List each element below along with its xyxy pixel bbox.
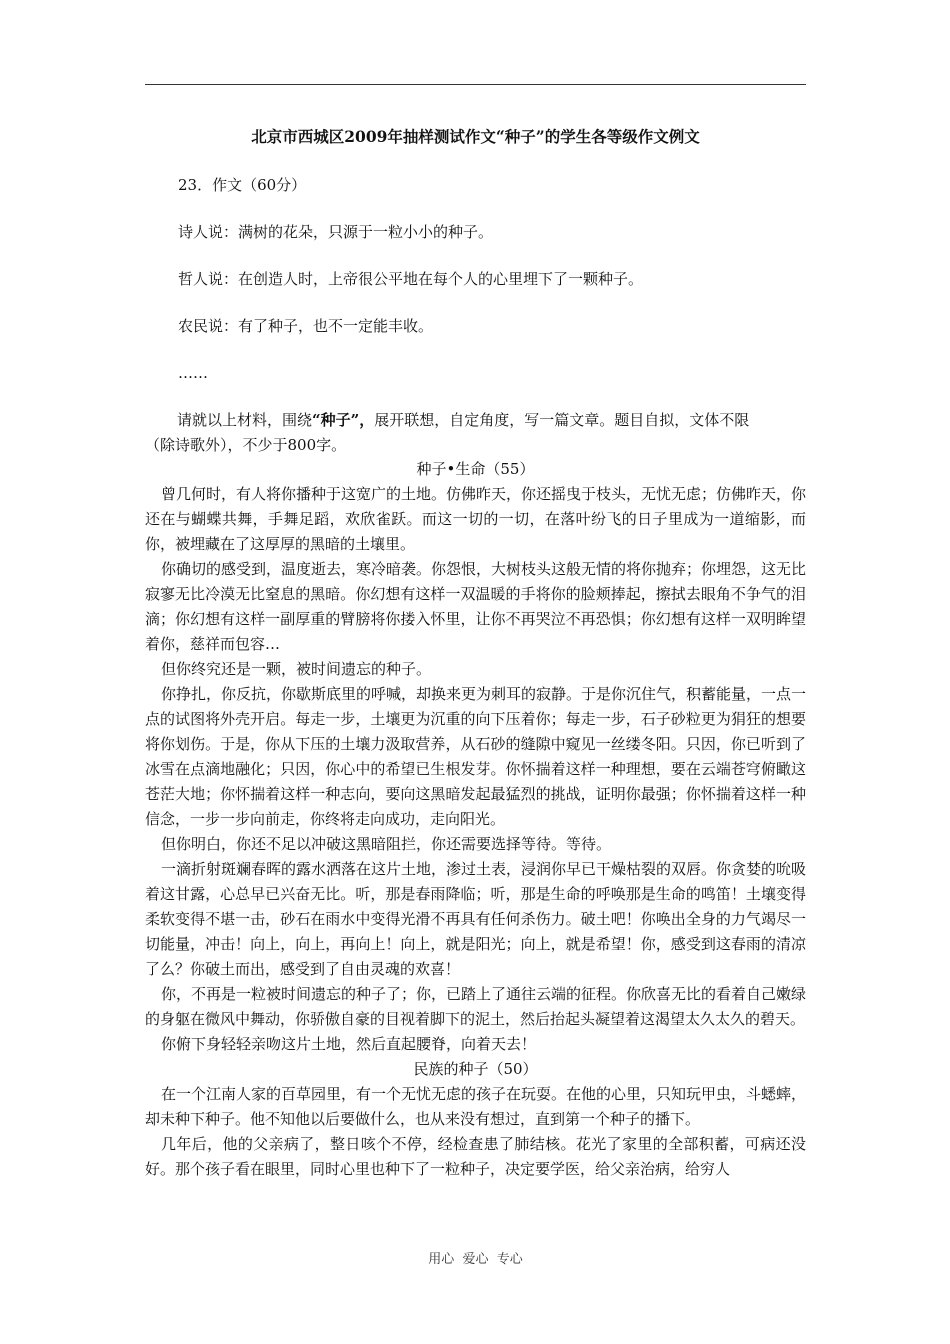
instruction-keyword: “种子”，: [312, 411, 375, 429]
instruction-text-post: 展开联想，自定角度，写一篇文章。题目自拟，文体不限: [374, 411, 750, 429]
essay1-title: 种子•生命（55）: [416, 460, 535, 478]
essay2-paragraph: 几年后，他的父亲病了，整日咳个不停，经检查患了肺结核。花光了家里的全部积蓄，可病还没好。那个孩子看在眼里，同时心里也种下了一粒种子，决定要学医，给父亲治病，给穷人: [145, 1135, 806, 1178]
header-rule: [145, 84, 806, 85]
document-title: 北京市西城区2009年抽样测试作文“种子”的学生各等级作文例文: [251, 127, 700, 146]
instruction-line-1: [145, 408, 806, 433]
writing-instruction: [145, 408, 806, 458]
essay2-paragraph: 在一个江南人家的百草园里，有一个无忧无虑的孩子在玩耍。在他的心里，只知玩甲虫，斗蟋蟀，却未种下种子。他不知他以后要做什么，也从来没有想过，直到第一个种子的播下。: [145, 1085, 807, 1128]
prompt-philosopher: 哲人说：在创造人时，上帝很公平地在每个人的心里埋下了一颗种子。: [178, 270, 644, 288]
essay1-paragraph: 但你明白，你还不足以冲破这黑暗阻拦，你还需要选择等待。等待。: [161, 835, 612, 853]
page-footer: 用心 爱心 专心: [428, 1252, 523, 1267]
question-number: 23．作文（60分）: [178, 176, 307, 194]
prompt-poet: 诗人说：满树的花朵，只源于一粒小小的种子。: [178, 223, 494, 241]
instruction-line-2: （除诗歌外），不少于800字。: [145, 436, 347, 454]
instruction-text-pre: 请就以上材料，围绕: [177, 411, 313, 429]
essay1-paragraph: 你挣扎，你反抗，你歇斯底里的呼喊，却换来更为刺耳的寂静。于是你沉住气，积蓄能量，一点一点的试图将外壳开启。每走一步，土壤更为沉重的向下压着你；每走一步，石子砂粒更为狷狂的想要将你划伤。于是，你从下压的土壤力汲取营养，从石砂的缝隙中窥见一丝缕冬阳。只因，你已听到了冰雪在点滴地融化；只因，你心中的希望已生根发芽。你怀揣着这样一种理想，要在云端苍穹俯瞰这苍茫大地；你怀揣着这样一种志向，要向这黑暗发起最猛烈的挑战，证明你最强；你怀揣着这样一种信念，一步一步向前走，你终将走向成功，走向阳光。: [145, 685, 807, 828]
essay1-paragraph: 你确切的感受到，温度逝去，寒冷暗袭。你怨恨，大树枝头这般无情的将你抛弃；你埋怨，这无比寂寥无比冷漠无比窒息的黑暗。你幻想有这样一双温暖的手将你的脸颊捧起，擦拭去眼角不争气的泪滴；你幻想有这样一副厚重的臂膀将你搂入怀里，让你不再哭泣不再恐惧；你幻想有这样一双明眸望着你，慈祥而包容…: [145, 560, 807, 653]
essay1-paragraph: 你俯下身轻轻亲吻这片土地，然后直起腰脊，向着天去！: [161, 1035, 537, 1053]
essay-section: [145, 457, 806, 1182]
essay1-paragraph: 但你终究还是一颗，被时间遗忘的种子。: [161, 660, 432, 678]
essay1-paragraph: 你，不再是一粒被时间遗忘的种子了；你，已踏上了通往云端的征程。你欣喜无比的看着自己嫩绿的身躯在微风中舞动，你骄傲自豪的目视着脚下的泥土，然后抬起头凝望着这渴望太久太久的碧天。: [145, 985, 807, 1028]
prompt-ellipsis: ……: [178, 364, 208, 382]
essay1-paragraph: 一滴折射斑斓春晖的露水洒落在这片土地，渗过土表，浸润你早已干燥枯裂的双唇。你贪婪的吮吸着这甘露，心总早已兴奋无比。听，那是春雨降临；听，那是生命的呼唤那是生命的鸣笛！土壤变得柔软变得不堪一击，砂石在雨水中变得光滑不再具有任何杀伤力。破土吧！你唤出全身的力气竭尽一切能量，冲击！向上，向上，再向上！向上，就是阳光；向上，就是希望！你，感受到这春雨的清凉了么？你破土而出，感受到了自由灵魂的欢喜！: [145, 860, 807, 978]
essay2-title: 民族的种子（50）: [413, 1060, 538, 1078]
essay1-paragraph: 曾几何时，有人将你播种于这宽广的土地。仿佛昨天，你还摇曳于枝头，无忧无虑；仿佛昨天，你还在与蝴蝶共舞，手舞足蹈，欢欣雀跃。而这一切的一切，在落叶纷飞的日子里成为一道缩影，而你，被埋藏在了这厚厚的黑暗的土壤里。: [145, 485, 807, 553]
prompt-farmer: 农民说：有了种子，也不一定能丰收。: [178, 317, 434, 335]
